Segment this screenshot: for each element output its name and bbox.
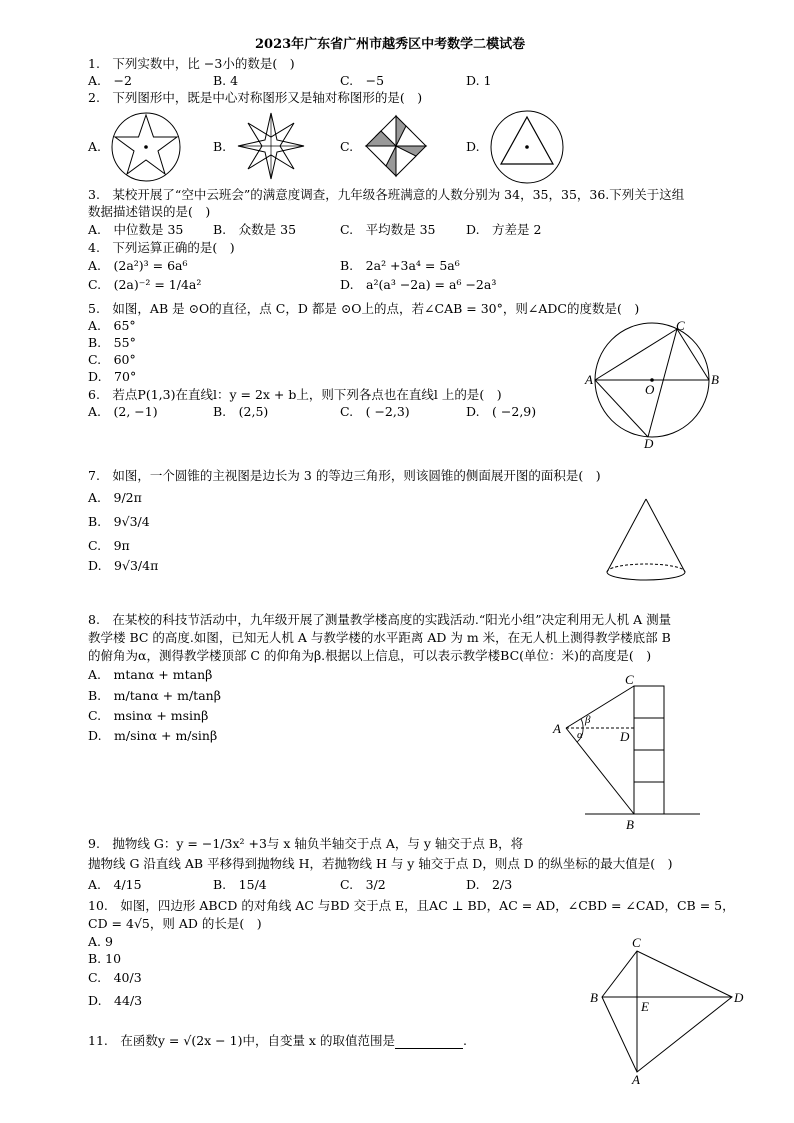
q8-stem-line2: 教学楼 BC 的高度.如图，已知无人机 A 与教学楼的水平距离 AD 为 m 米，在无人机上测得教学楼底部 B	[88, 630, 671, 645]
star-in-circle-figure	[110, 111, 182, 183]
q8-option-c: C. msinα + msinβ	[88, 708, 209, 723]
q1-option-d: D. 1	[466, 73, 492, 88]
q9-option-c: C. 3/2	[340, 877, 386, 892]
q7-option-b: B. 9√3/4	[88, 514, 150, 529]
q10-option-c: C. 40/3	[88, 970, 142, 985]
q9-stem-line2: 抛物线 G 沿直线 AB 平移得到抛物线 H，若抛物线 H 与 y 轴交于点 D，则点 D 的纵坐标的最大值是( )	[88, 856, 673, 871]
q8-stem-line3: 的俯角为α，测得教学楼顶部 C 的仰角为β.根据以上信息，可以表示教学楼BC(单位：米)的高度是( )	[88, 648, 652, 663]
q9-stem-line1: 9. 抛物线 G：y = −1/3x² +3与 x 轴负半轴交于点 A，与 y 轴交于点 B，将	[88, 836, 524, 851]
eight-point-star-figure	[236, 111, 306, 181]
q9-option-d: D. 2/3	[466, 877, 513, 892]
q8-option-a: A. mtanα + mtanβ	[88, 667, 213, 682]
q11-stem: 11. 在函数y = √(2x − 1)中，自变量 x 的取值范围是	[88, 1033, 395, 1048]
q2-stem: 2. 下列图形中，既是中心对称图形又是轴对称图形的是( )	[88, 90, 423, 105]
triangle-in-circle-figure	[489, 109, 565, 185]
q9-option-a: A. 4/15	[88, 877, 142, 892]
q10-stem-line1: 10. 如图，四边形 ABCD 的对角线 AC 与BD 交于点 E，且AC ⊥ BD，AC = AD，∠CBD = ∠CAD，CB = 5，	[88, 898, 735, 913]
q8-option-b: B. m/tanα + m/tanβ	[88, 688, 221, 703]
q4-option-c: C. (2a)⁻² = 1/4a²	[88, 277, 202, 292]
fig8-label-a: A	[553, 721, 561, 736]
q7-option-c: C. 9π	[88, 538, 130, 553]
q11-stem-row	[88, 1033, 467, 1049]
q9-option-b: B. 15/4	[213, 877, 267, 892]
q10-stem-line2: CD = 4√5，则 AD 的长是( )	[88, 916, 262, 931]
q6-stem: 6. 若点P(1,3)在直线l：y = 2x + b上，则下列各点也在直线l 上的是( )	[88, 387, 502, 402]
fig10-label-d: D	[734, 990, 744, 1005]
q5-option-b: B. 55°	[88, 335, 136, 350]
q6-option-a: A. (2, −1)	[88, 404, 158, 419]
q2-option-a: A.	[88, 139, 102, 154]
q7-option-a: A. 9/2π	[88, 490, 142, 505]
q3-option-b: B. 众数是 35	[213, 222, 297, 237]
q5-option-a: A. 65°	[88, 318, 136, 333]
fig10-label-b: B	[590, 990, 598, 1005]
q3-stem-line2: 数据描述错误的是( )	[88, 204, 211, 219]
fig8-label-c: C	[625, 672, 634, 687]
q3-stem-line1: 3. 某校开展了“空中云班会”的满意度调查，九年级各班满意的人数分别为 34，35，35，36.下列关于这组	[88, 187, 685, 202]
q4-option-d: D. a²(a³ −2a) = a⁶ −2a³	[340, 277, 497, 292]
q7-stem: 7. 如图，一个圆锥的主视图是边长为 3 的等边三角形，则该圆锥的侧面展开图的面积是( )	[88, 468, 601, 483]
q4-option-b: B. 2a² +3a⁴ = 5a⁶	[340, 258, 460, 273]
q3-option-c: C. 平均数是 35	[340, 222, 436, 237]
q10-option-d: D. 44/3	[88, 993, 143, 1008]
q1-stem: 1. 下列实数中，比 −3小的数是( )	[88, 56, 295, 71]
fig10-label-a: A	[632, 1072, 640, 1086]
cone-figure	[598, 496, 694, 586]
fig8-label-alpha: α	[577, 729, 583, 741]
q6-option-b: B. (2,5)	[213, 404, 269, 419]
fig5-label-a: A	[585, 372, 593, 387]
q5-option-d: D. 70°	[88, 369, 137, 384]
q1-option-c: C. −5	[340, 73, 385, 88]
fig5-label-d: D	[644, 436, 654, 451]
fig8-label-d: D	[620, 729, 630, 744]
q6-option-c: C. ( −2,3)	[340, 404, 410, 419]
page-title: 2023年广东省广州市越秀区中考数学二模试卷	[255, 37, 526, 52]
fig10-label-c: C	[632, 935, 641, 950]
q3-option-a: A. 中位数是 35	[88, 222, 184, 237]
q11-answer-blank[interactable]	[395, 1036, 463, 1049]
q8-option-d: D. m/sinα + m/sinβ	[88, 728, 218, 743]
q2-option-c: C.	[340, 139, 354, 154]
fig5-label-c: C	[676, 318, 685, 333]
q1-option-b: B. 4	[213, 73, 239, 88]
q10-option-b: B. 10	[88, 951, 122, 966]
q1-option-a: A. −2	[88, 73, 132, 88]
pinwheel-figure	[363, 113, 429, 179]
q5-option-c: C. 60°	[88, 352, 136, 367]
fig5-label-o: O	[645, 382, 655, 397]
circle-diameter-figure	[580, 318, 730, 452]
quadrilateral-figure	[585, 934, 747, 1086]
q2-option-b: B.	[213, 139, 227, 154]
q8-stem-line1: 8. 在某校的科技节活动中，九年级开展了测量教学楼高度的实践活动.“阳光小组”决定利用无人机 A 测量	[88, 612, 672, 627]
q6-option-d: D. ( −2,9)	[466, 404, 537, 419]
q5-stem: 5. 如图，AB 是 ⊙O的直径，点 C，D 都是 ⊙O上的点，若∠CAB = 30°，则∠ADC的度数是( )	[88, 301, 640, 316]
fig8-label-beta: β	[585, 714, 591, 726]
q7-option-d: D. 9√3/4π	[88, 558, 159, 573]
drone-building-figure	[545, 672, 705, 834]
fig10-label-e: E	[641, 999, 649, 1014]
fig5-label-b: B	[711, 372, 719, 387]
q11-end: .	[462, 1033, 467, 1048]
q4-option-a: A. (2a²)³ = 6a⁶	[88, 258, 188, 273]
q3-option-d: D. 方差是 2	[466, 222, 542, 237]
fig8-label-b: B	[626, 817, 634, 832]
q10-option-a: A. 9	[88, 934, 113, 949]
q2-option-d: D.	[466, 139, 480, 154]
q4-stem: 4. 下列运算正确的是( )	[88, 240, 235, 255]
